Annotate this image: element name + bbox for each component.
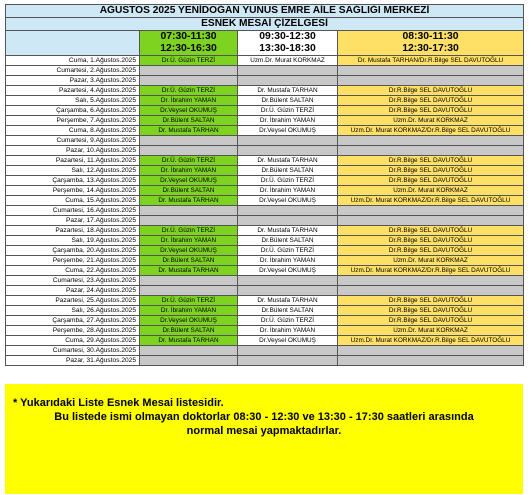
shift-3-cell: [338, 356, 524, 366]
date-cell: Pazartesi, 25.Ağustos.2025: [6, 296, 140, 306]
shift-2-cell: Dr. İbrahim YAMAN: [238, 326, 338, 336]
date-cell: Perşembe, 7.Ağustos.2025: [6, 116, 140, 126]
shift-3-cell: Dr.R.Bilge SEL DAVUTOĞLU: [338, 156, 524, 166]
shift-3-morning: 08:30-11:30: [402, 31, 459, 42]
schedule-row: [6, 256, 524, 266]
date-cell: Salı, 12.Ağustos.2025: [6, 166, 140, 176]
shift-1-cell: [140, 66, 238, 76]
shift-3-cell: Dr.R.Bilge SEL DAVUTOĞLU: [338, 316, 524, 326]
schedule-row: [6, 336, 524, 346]
shift-3-afternoon: 12:30-17:30: [402, 43, 459, 54]
weekend-row: [6, 356, 524, 366]
date-cell: Pazar, 10.Ağustos.2025: [6, 146, 140, 156]
weekend-row: [6, 216, 524, 226]
shift-2-cell: Dr.Bülent SALTAN: [238, 96, 338, 106]
shift-2-cell: [238, 146, 338, 156]
schedule-sheet: [5, 4, 523, 366]
weekend-row: [6, 206, 524, 216]
shift-1-cell: [140, 216, 238, 226]
weekend-row: [6, 276, 524, 286]
shift-1-cell: Dr.Ü. Güzin TERZİ: [140, 296, 238, 306]
schedule-row: [6, 56, 524, 66]
schedule-title: AĞUSTOS 2025 YENİDOĞAN YUNUS EMRE AİLE SAĞLIĞI MERKEZİ: [6, 5, 524, 18]
schedule-row: [6, 296, 524, 306]
shift-2-cell: Dr. Mustafa TARHAN: [238, 86, 338, 96]
date-cell: Cumartesi, 30.Ağustos.2025: [6, 346, 140, 356]
shift-1-morning: 07:30-11:30: [160, 31, 217, 42]
note-line-1: * Yukarıdaki Liste Esnek Mesai listesidir.: [13, 397, 224, 409]
shift-1-cell: [140, 206, 238, 216]
date-cell: Cuma, 1.Ağustos.2025: [6, 56, 140, 66]
shift-2-cell: Dr. Mustafa TARHAN: [238, 296, 338, 306]
shift-3-cell: Dr.R.Bilge SEL DAVUTOĞLU: [338, 226, 524, 236]
shift-3-cell: Dr.R.Bilge SEL DAVUTOĞLU: [338, 96, 524, 106]
shift-1-cell: Dr. İbrahim YAMAN: [140, 166, 238, 176]
schedule-subtitle: ESNEK MESAİ ÇİZELGESİ: [6, 18, 524, 31]
shift-1-cell: [140, 356, 238, 366]
date-cell: Salı, 19.Ağustos.2025: [6, 236, 140, 246]
shift-1-cell: Dr. Mustafa TARHAN: [140, 336, 238, 346]
shift-2-cell: Dr.Ü. Güzin TERZİ: [238, 316, 338, 326]
date-cell: Cuma, 29.Ağustos.2025: [6, 336, 140, 346]
shift-1-cell: Dr. Mustafa TARHAN: [140, 266, 238, 276]
shift-2-cell: Dr.Ü. Güzin TERZİ: [238, 176, 338, 186]
weekend-row: [6, 146, 524, 156]
weekend-row: [6, 66, 524, 76]
schedule-row: [6, 196, 524, 206]
shift-3-cell: [338, 76, 524, 86]
shift-3-cell: Dr.R.Bilge SEL DAVUTOĞLU: [338, 176, 524, 186]
weekend-row: [6, 136, 524, 146]
shift-2-afternoon: 13:30-18:30: [259, 43, 316, 54]
date-cell: Cumartesi, 9.Ağustos.2025: [6, 136, 140, 146]
schedule-row: [6, 266, 524, 276]
weekend-row: [6, 346, 524, 356]
shift-2-cell: [238, 136, 338, 146]
shift-2-cell: [238, 216, 338, 226]
shift-2-cell: [238, 66, 338, 76]
shift-3-cell: [338, 216, 524, 226]
weekend-row: [6, 286, 524, 296]
schedule-row: [6, 316, 524, 326]
shift-2-cell: Dr.Veysel OKUMUŞ: [238, 196, 338, 206]
shift-1-cell: [140, 146, 238, 156]
shift-1-cell: Dr.Veysel OKUMUŞ: [140, 316, 238, 326]
shift-1-cell: Dr.Veysel OKUMUŞ: [140, 176, 238, 186]
shift-2-cell: Dr.Veysel OKUMUŞ: [238, 336, 338, 346]
shift-2-cell: Dr.Bülent SALTAN: [238, 306, 338, 316]
shift-2-cell: Dr.Veysel OKUMUŞ: [238, 126, 338, 136]
note-box: [5, 384, 523, 494]
shift-3-cell: [338, 286, 524, 296]
shift-3-cell: Dr.R.Bilge SEL DAVUTOĞLU: [338, 296, 524, 306]
schedule-row: [6, 236, 524, 246]
date-cell: Çarşamba, 13.Ağustos.2025: [6, 176, 140, 186]
date-cell: Salı, 5.Ağustos.2025: [6, 96, 140, 106]
date-cell: Cumartesi, 2.Ağustos.2025: [6, 66, 140, 76]
shift-3-cell: Uzm.Dr. Murat KORKMAZ/Dr.R.Bilge SEL DAVUTOĞLU: [338, 336, 524, 346]
date-cell: Perşembe, 14.Ağustos.2025: [6, 186, 140, 196]
schedule-row: [6, 86, 524, 96]
shift-3-cell: Uzm.Dr. Murat KORKMAZ: [338, 256, 524, 266]
shift-2-cell: [238, 276, 338, 286]
date-cell: Cuma, 15.Ağustos.2025: [6, 196, 140, 206]
shift-1-cell: Dr.Ü. Güzin TERZİ: [140, 226, 238, 236]
shift-2-cell: Dr. İbrahim YAMAN: [238, 116, 338, 126]
date-cell: Cuma, 8.Ağustos.2025: [6, 126, 140, 136]
subtitle-row: [6, 18, 524, 31]
date-cell: Çarşamba, 20.Ağustos.2025: [6, 246, 140, 256]
shift-1-cell: Dr.Veysel OKUMUŞ: [140, 246, 238, 256]
schedule-row: [6, 156, 524, 166]
shift-1-afternoon: 12:30-16:30: [160, 43, 217, 54]
date-column-header: [6, 31, 140, 56]
date-cell: Cuma, 22.Ağustos.2025: [6, 266, 140, 276]
date-cell: Pazar, 3.Ağustos.2025: [6, 76, 140, 86]
shift-1-cell: Dr.Bülent SALTAN: [140, 116, 238, 126]
schedule-row: [6, 96, 524, 106]
date-cell: Perşembe, 28.Ağustos.2025: [6, 326, 140, 336]
date-cell: Pazartesi, 18.Ağustos.2025: [6, 226, 140, 236]
date-cell: Pazartesi, 11.Ağustos.2025: [6, 156, 140, 166]
shift-3-cell: Dr.R.Bilge SEL DAVUTOĞLU: [338, 166, 524, 176]
shift-3-cell: [338, 136, 524, 146]
shift-3-cell: [338, 206, 524, 216]
schedule-table: [5, 4, 524, 366]
date-cell: Pazar, 31.Ağustos.2025: [6, 356, 140, 366]
shift-1-cell: [140, 276, 238, 286]
shift-2-cell: Uzm.Dr. Murat KORKMAZ: [238, 56, 338, 66]
shift-2-cell: Dr. İbrahim YAMAN: [238, 256, 338, 266]
shift-2-cell: [238, 286, 338, 296]
shift-2-cell: Dr.Ü. Güzin TERZİ: [238, 246, 338, 256]
shift-2-cell: [238, 356, 338, 366]
shift-3-cell: Dr.R.Bilge SEL DAVUTOĞLU: [338, 236, 524, 246]
note-line-3: normal mesai yapmaktadırlar.: [186, 425, 342, 437]
date-cell: Pazar, 24.Ağustos.2025: [6, 286, 140, 296]
date-cell: Perşembe, 21.Ağustos.2025: [6, 256, 140, 266]
shift-3-cell: Uzm.Dr. Murat KORKMAZ: [338, 116, 524, 126]
date-cell: Cumartesi, 23.Ağustos.2025: [6, 276, 140, 286]
shift-1-cell: Dr. İbrahim YAMAN: [140, 96, 238, 106]
shift-3-cell: [338, 146, 524, 156]
shift-3-cell: Dr. Mustafa TARHAN/Dr.R.Bilge SEL DAVUTOĞLU: [338, 56, 524, 66]
note-line-2: Bu listede ismi olmayan doktorlar 08:30 - 12:30 ve 13:30 - 17:30 saatleri arasında: [54, 411, 474, 423]
schedule-row: [6, 186, 524, 196]
shift-3-cell: Uzm.Dr. Murat KORKMAZ/Dr.R.Bilge SEL DAVUTOĞLU: [338, 196, 524, 206]
shift-2-cell: [238, 206, 338, 216]
shift-2-morning: 09:30-12:30: [259, 31, 316, 42]
shift-3-cell: [338, 346, 524, 356]
shift-2-cell: Dr.Bülent SALTAN: [238, 236, 338, 246]
shift-3-cell: Uzm.Dr. Murat KORKMAZ: [338, 326, 524, 336]
shift-1-cell: [140, 76, 238, 86]
shift-3-cell: [338, 66, 524, 76]
shift-2-cell: Dr.Bülent SALTAN: [238, 166, 338, 176]
schedule-row: [6, 326, 524, 336]
shift-2-cell: [238, 346, 338, 356]
schedule-row: [6, 176, 524, 186]
shift-3-cell: Dr.R.Bilge SEL DAVUTOĞLU: [338, 86, 524, 96]
shift-1-cell: Dr.Veysel OKUMUŞ: [140, 106, 238, 116]
shift-2-cell: Dr.Ü. Güzin TERZİ: [238, 106, 338, 116]
shift-header-row: [6, 31, 524, 56]
shift-1-cell: Dr.Ü. Güzin TERZİ: [140, 86, 238, 96]
shift-1-cell: Dr. Mustafa TARHAN: [140, 196, 238, 206]
schedule-row: [6, 246, 524, 256]
shift-header-2: [238, 31, 338, 56]
shift-3-cell: Uzm.Dr. Murat KORKMAZ/Dr.R.Bilge SEL DAVUTOĞLU: [338, 266, 524, 276]
weekend-row: [6, 76, 524, 86]
shift-2-cell: [238, 76, 338, 86]
date-cell: Cumartesi, 16.Ağustos.2025: [6, 206, 140, 216]
shift-2-cell: Dr. İbrahim YAMAN: [238, 186, 338, 196]
date-cell: Çarşamba, 27.Ağustos.2025: [6, 316, 140, 326]
date-cell: Pazar, 17.Ağustos.2025: [6, 216, 140, 226]
schedule-row: [6, 116, 524, 126]
shift-3-cell: Uzm.Dr. Murat KORKMAZ: [338, 186, 524, 196]
schedule-row: [6, 166, 524, 176]
shift-2-cell: Dr. Mustafa TARHAN: [238, 226, 338, 236]
title-row: [6, 5, 524, 18]
schedule-row: [6, 106, 524, 116]
date-cell: Pazartesi, 4.Ağustos.2025: [6, 86, 140, 96]
shift-1-cell: Dr. Mustafa TARHAN: [140, 126, 238, 136]
shift-3-cell: Dr.R.Bilge SEL DAVUTOĞLU: [338, 306, 524, 316]
schedule-row: [6, 226, 524, 236]
date-cell: Çarşamba, 6.Ağustos.2025: [6, 106, 140, 116]
shift-1-cell: Dr. İbrahim YAMAN: [140, 236, 238, 246]
schedule-body: [6, 5, 524, 366]
schedule-row: [6, 306, 524, 316]
shift-1-cell: [140, 346, 238, 356]
shift-1-cell: [140, 286, 238, 296]
shift-2-cell: Dr.Veysel OKUMUŞ: [238, 266, 338, 276]
shift-header-3: [338, 31, 524, 56]
shift-1-cell: Dr.Ü. Güzin TERZİ: [140, 156, 238, 166]
shift-3-cell: Dr.R.Bilge SEL DAVUTOĞLU: [338, 106, 524, 116]
date-cell: Salı, 26.Ağustos.2025: [6, 306, 140, 316]
shift-3-cell: [338, 276, 524, 286]
shift-1-cell: Dr.Bülent SALTAN: [140, 186, 238, 196]
shift-1-cell: [140, 136, 238, 146]
shift-header-1: [140, 31, 238, 56]
schedule-row: [6, 126, 524, 136]
shift-3-cell: Dr.R.Bilge SEL DAVUTOĞLU: [338, 246, 524, 256]
shift-1-cell: Dr.Bülent SALTAN: [140, 256, 238, 266]
shift-1-cell: Dr. İbrahim YAMAN: [140, 306, 238, 316]
shift-1-cell: Dr.Bülent SALTAN: [140, 326, 238, 336]
shift-1-cell: Dr.Ü. Güzin TERZİ: [140, 56, 238, 66]
shift-2-cell: Dr. Mustafa TARHAN: [238, 156, 338, 166]
shift-3-cell: Uzm.Dr. Murat KORKMAZ/Dr.R.Bilge SEL DAVUTOĞLU: [338, 126, 524, 136]
